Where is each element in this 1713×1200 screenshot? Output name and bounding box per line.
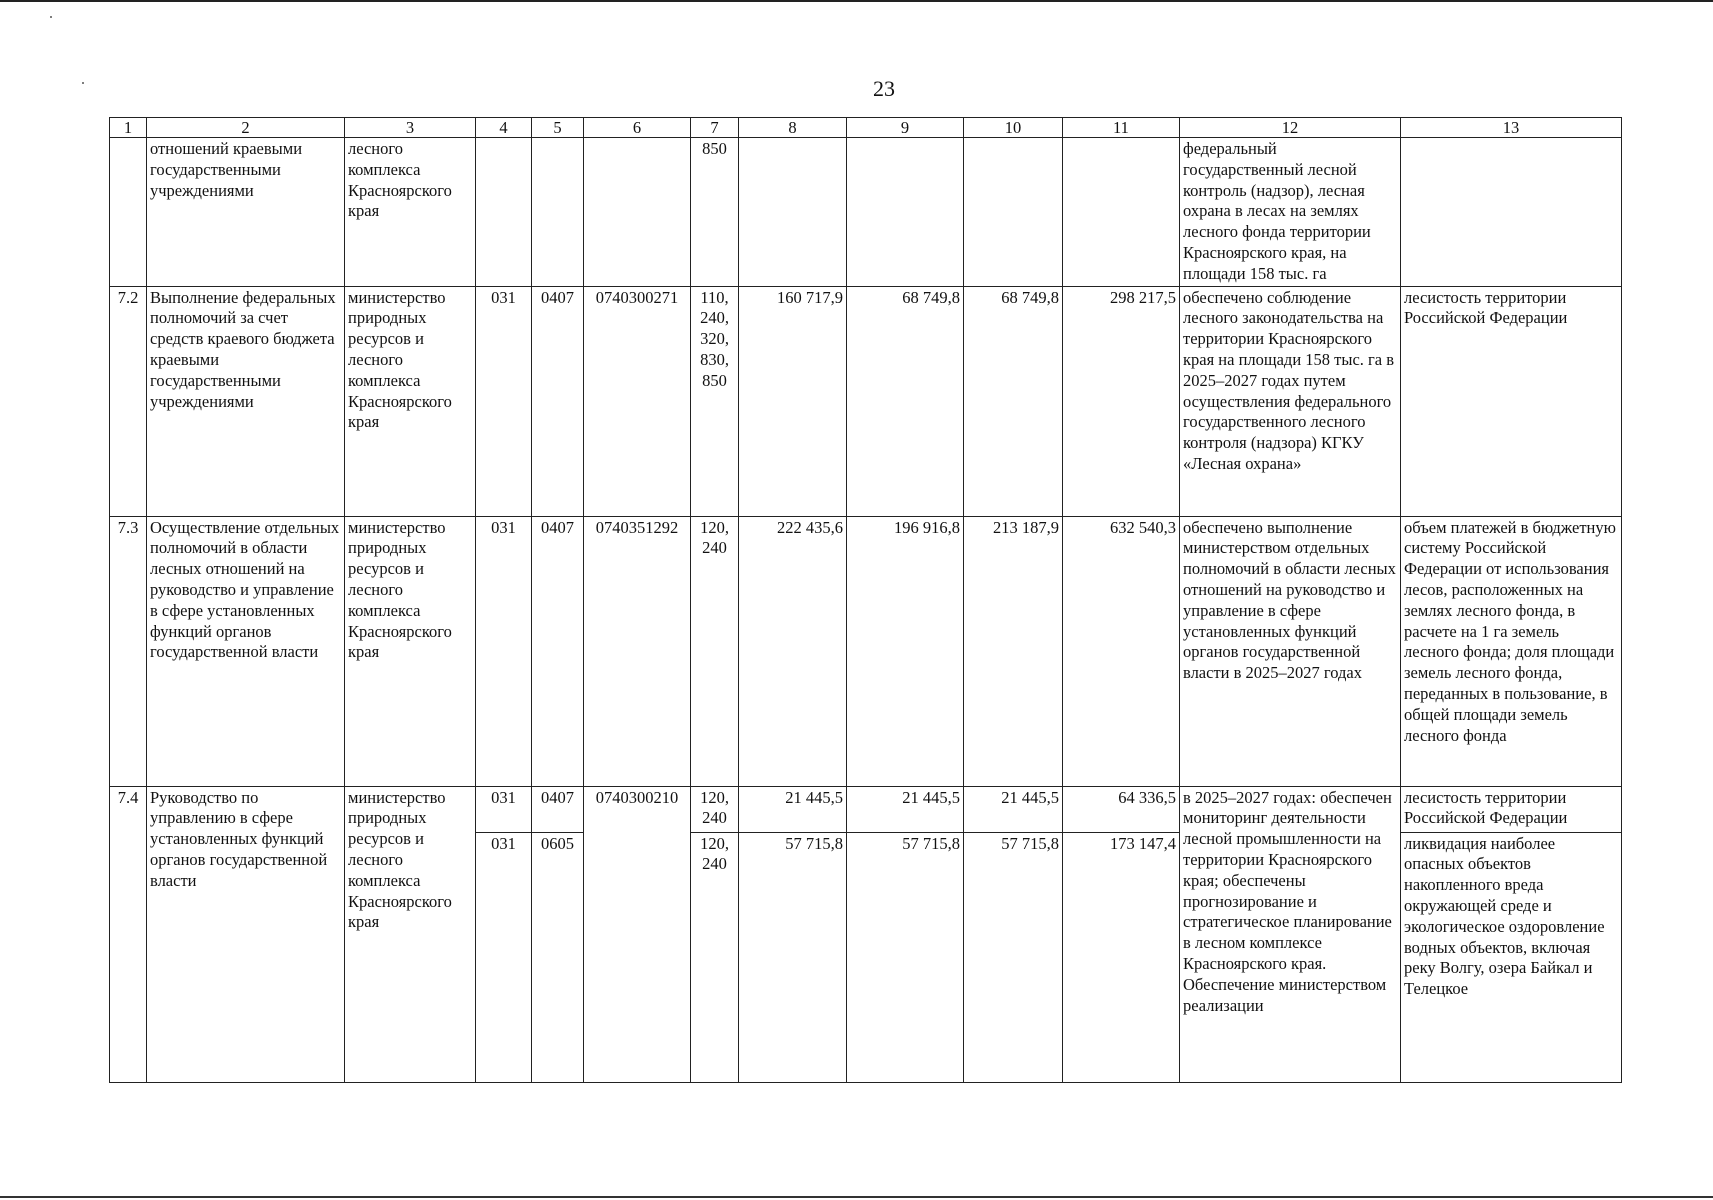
row-7-4-a-indicator: лесистость территории Российской Федерации xyxy=(1401,786,1622,832)
row-cont-result: федеральный государственный лесной контроль (надзор), лесная охрана в лесах на землях лесного фонда территории Красноярского края, на площади 158 тыс. га xyxy=(1180,138,1401,287)
table-row-7-4-a xyxy=(110,786,1622,832)
row-7-3-result: обеспечено выполнение министерством отдельных полномочий в области лесных отношений на руководство и управление в сфере установленных функций органов государственной власти в 2025–2027 годах xyxy=(1180,516,1401,786)
row-7-4-b-grbs: 031 xyxy=(476,832,532,1082)
row-7-4-b-indicator: ликвидация наиболее опасных объектов накопленного вреда окружающей среде и экологическое оздоровление водных объектов, включая реку Волгу, озера Байкал и Телецкое xyxy=(1401,832,1622,1082)
column-number-header-row xyxy=(110,118,1622,138)
row-7-3-csr: 0740351292 xyxy=(584,516,691,786)
row-7-4-a-2026: 21 445,5 xyxy=(847,786,964,832)
row-7-2-vr: 110, 240, 320, 830, 850 xyxy=(691,286,739,516)
row-7-4-b-total: 173 147,4 xyxy=(1063,832,1180,1082)
row-7-2-csr: 0740300271 xyxy=(584,286,691,516)
table-row-7-2 xyxy=(110,286,1622,516)
row-cont-name: отношений краевыми государственными учреждениями xyxy=(147,138,345,287)
col-header-9: 9 xyxy=(847,118,964,138)
row-7-3-2026: 196 916,8 xyxy=(847,516,964,786)
page-number: 23 xyxy=(873,76,895,101)
row-7-4-a-rzpr: 0407 xyxy=(532,786,584,832)
row-7-3-num: 7.3 xyxy=(110,516,147,786)
col-header-10: 10 xyxy=(964,118,1063,138)
row-7-4-a-2025: 21 445,5 xyxy=(739,786,847,832)
col-header-2: 2 xyxy=(147,118,345,138)
budget-table xyxy=(109,117,1622,1083)
row-7-3-responsible: министерство природных ресурсов и лесного комплекса Красноярского края xyxy=(345,516,476,786)
scan-speck xyxy=(50,16,52,18)
row-7-4-name: Руководство по управлению в сфере установленных функций органов государственной власти xyxy=(147,786,345,1082)
row-7-3-total: 632 540,3 xyxy=(1063,516,1180,786)
row-7-4-b-rzpr: 0605 xyxy=(532,832,584,1082)
row-7-3-rzpr: 0407 xyxy=(532,516,584,786)
row-7-4-b-vr: 120, 240 xyxy=(691,832,739,1082)
col-header-3: 3 xyxy=(345,118,476,138)
col-header-8: 8 xyxy=(739,118,847,138)
row-7-2-name: Выполнение федеральных полномочий за счет средств краевого бюджета краевыми государственными учреждениями xyxy=(147,286,345,516)
row-7-2-responsible: министерство природных ресурсов и лесного комплекса Красноярского края xyxy=(345,286,476,516)
row-7-4-a-grbs: 031 xyxy=(476,786,532,832)
row-7-3-grbs: 031 xyxy=(476,516,532,786)
row-7-2-2026: 68 749,8 xyxy=(847,286,964,516)
row-7-2-result: обеспечено соблюдение лесного законодательства на территории Красноярского края на площади 158 тыс. га в 2025–2027 годах путем осуществления федерального государственного лесного контроля (надзора) КГКУ «Лесная охрана» xyxy=(1180,286,1401,516)
row-7-3-name: Осуществление отдельных полномочий в области лесных отношений на руководство и управление в сфере установленных функций органов государственной власти xyxy=(147,516,345,786)
col-header-4: 4 xyxy=(476,118,532,138)
row-cont-vr: 850 xyxy=(691,138,739,287)
col-header-11: 11 xyxy=(1063,118,1180,138)
table-row-continuation xyxy=(110,138,1622,287)
row-7-4-b-2025: 57 715,8 xyxy=(739,832,847,1082)
row-cont-responsible: лесного комплекса Красноярского края xyxy=(345,138,476,287)
col-header-6: 6 xyxy=(584,118,691,138)
row-7-3-2025: 222 435,6 xyxy=(739,516,847,786)
col-header-12: 12 xyxy=(1180,118,1401,138)
row-7-4-b-2027: 57 715,8 xyxy=(964,832,1063,1082)
col-header-5: 5 xyxy=(532,118,584,138)
row-7-2-total: 298 217,5 xyxy=(1063,286,1180,516)
row-7-2-indicator: лесистость территории Российской Федерации xyxy=(1401,286,1622,516)
row-7-3-vr: 120, 240 xyxy=(691,516,739,786)
col-header-7: 7 xyxy=(691,118,739,138)
top-scan-line xyxy=(0,0,1713,2)
col-header-1: 1 xyxy=(110,118,147,138)
row-7-2-num: 7.2 xyxy=(110,286,147,516)
row-7-2-rzpr: 0407 xyxy=(532,286,584,516)
row-7-4-csr: 0740300210 xyxy=(584,786,691,1082)
row-7-4-a-2027: 21 445,5 xyxy=(964,786,1063,832)
row-7-4-b-2026: 57 715,8 xyxy=(847,832,964,1082)
row-7-4-responsible: министерство природных ресурсов и лесного комплекса Красноярского края xyxy=(345,786,476,1082)
row-7-4-a-total: 64 336,5 xyxy=(1063,786,1180,832)
table-row-7-3 xyxy=(110,516,1622,786)
row-7-2-2025: 160 717,9 xyxy=(739,286,847,516)
row-7-2-2027: 68 749,8 xyxy=(964,286,1063,516)
row-7-2-grbs: 031 xyxy=(476,286,532,516)
row-7-4-num: 7.4 xyxy=(110,786,147,1082)
row-7-4-a-vr: 120, 240 xyxy=(691,786,739,832)
row-7-4-result: в 2025–2027 годах: обеспечен мониторинг деятельности лесной промышленности на территории Красноярского края; обеспечены прогнозирование и стратегическое планирование в лесном комплексе Красноярского края. Обеспечение министерством реализации xyxy=(1180,786,1401,1082)
row-7-3-indicator: объем платежей в бюджетную систему Российской Федерации от использования лесов, расположенных на землях лесного фонда, в расчете на 1 га земель лесного фонда; доля площади земель лесного фонда, переданных в пользование, в общей площади земель лесного фонда xyxy=(1401,516,1622,786)
bottom-scan-line xyxy=(0,1196,1713,1198)
row-7-3-2027: 213 187,9 xyxy=(964,516,1063,786)
col-header-13: 13 xyxy=(1401,118,1622,138)
